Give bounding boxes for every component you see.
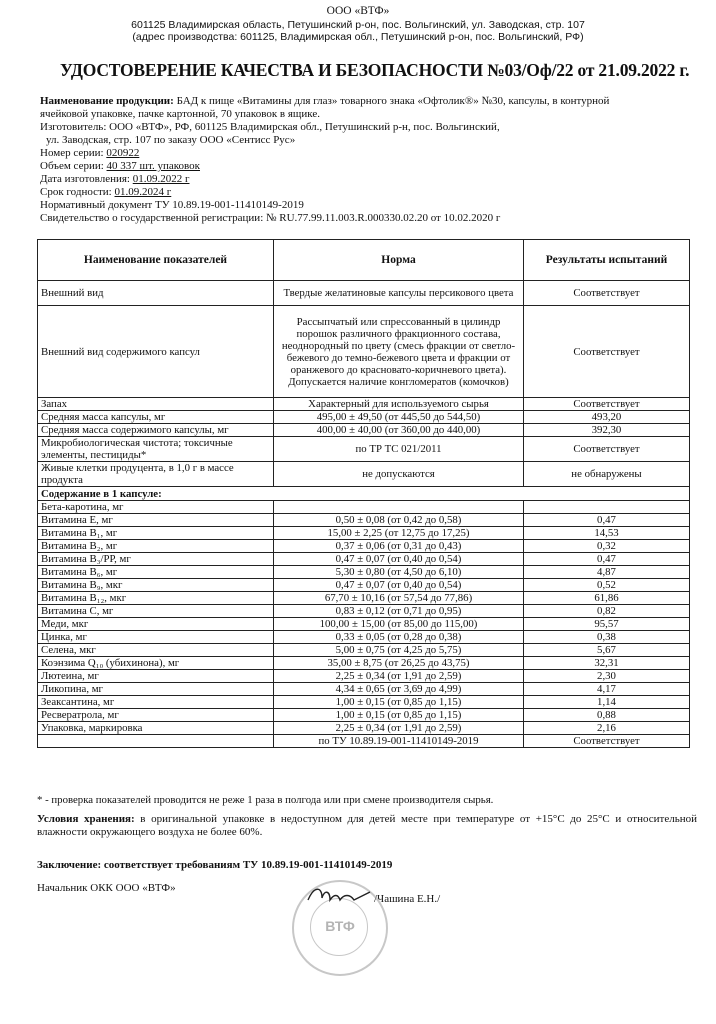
- row-result: 4,87: [524, 566, 690, 579]
- series-number: 020922: [106, 147, 140, 159]
- table-row: [38, 306, 690, 398]
- row-name: Витамина Е, мг: [38, 514, 274, 527]
- row-norm: 100,00 ± 15,00 (от 85,00 до 115,00): [274, 618, 524, 631]
- manufacturer-address: ул. Заводская, стр. 107 по заказу ООО «Сентисс Рус»: [46, 134, 296, 146]
- manufacturer: Изготовитель: ООО «ВТФ», РФ, 601125 Владимирская обл., Петушинский р-н, пос. Вольгинский,: [40, 121, 500, 133]
- row-name: Зеаксантина, мг: [38, 696, 274, 709]
- table-row: [38, 631, 690, 644]
- row-result: 5,67: [524, 644, 690, 657]
- row-norm: 0,33 ± 0,05 (от 0,28 до 0,38): [274, 631, 524, 644]
- row-norm: 15,00 ± 2,25 (от 12,75 до 17,25): [274, 527, 524, 540]
- product-label: Наименование продукции:: [40, 95, 174, 107]
- row-name: Ресвератрола, мг: [38, 709, 274, 722]
- doc-header: [0, 5, 716, 43]
- row-result: 392,30: [524, 424, 690, 437]
- signer-title: Начальник ОКК ООО «ВТФ»: [37, 882, 176, 894]
- row-name: Ликопина, мг: [38, 683, 274, 696]
- product-meta: [40, 95, 700, 225]
- series-label: Номер серии:: [40, 147, 107, 159]
- row-norm: 5,00 ± 0,75 (от 4,25 до 5,75): [274, 644, 524, 657]
- row-norm: 5,30 ± 0,80 (от 4,50 до 6,10): [274, 566, 524, 579]
- table-row: [38, 553, 690, 566]
- row-name: Меди, мкг: [38, 618, 274, 631]
- row-norm: 2,25 ± 0,34 (от 1,91 до 2,59): [274, 670, 524, 683]
- table-row: [38, 540, 690, 553]
- row-result: 1,14: [524, 696, 690, 709]
- footnote: * - проверка показателей проводится не реже 1 раза в полгода или при смене производителя сырья.: [37, 794, 494, 806]
- table-row: [38, 398, 690, 411]
- row-name: Витамина В₆, мг: [38, 566, 274, 579]
- row-result: 0,52: [524, 579, 690, 592]
- row-norm: не допускаются: [274, 462, 524, 487]
- normative-document: Нормативный документ ТУ 10.89.19-001-11410149-2019: [40, 199, 304, 211]
- row-name: Бета-каротина, мг: [38, 501, 274, 514]
- row-result: 14,53: [524, 527, 690, 540]
- row-norm: 0,83 ± 0,12 (от 0,71 до 0,95): [274, 605, 524, 618]
- row-name: Витамина В₁, мг: [38, 527, 274, 540]
- volume-label: Объем серии:: [40, 160, 107, 172]
- series-volume: 40 337 шт. упаковок: [106, 160, 200, 172]
- row-norm: 0,37 ± 0,06 (от 0,31 до 0,43): [274, 540, 524, 553]
- table-row: [38, 592, 690, 605]
- table-row: [38, 501, 690, 514]
- row-result: 95,57: [524, 618, 690, 631]
- company-address: 601125 Владимирская область, Петушинский р-он, пос. Вольгинский, ул. Заводская, стр. 107: [131, 19, 585, 31]
- quality-table: [37, 239, 690, 748]
- table-row: [38, 411, 690, 424]
- row-name: Витамина С, мг: [38, 605, 274, 618]
- row-name: Средняя масса капсулы, мг: [38, 411, 274, 424]
- row-norm: Характерный для используемого сырья: [274, 398, 524, 411]
- row-result: 2,30: [524, 670, 690, 683]
- row-name: Витамина В₉, мкг: [38, 579, 274, 592]
- row-norm: 0,47 ± 0,07 (от 0,40 до 0,54): [274, 553, 524, 566]
- row-result: 4,17: [524, 683, 690, 696]
- row-norm: Твердые желатиновые капсулы персикового цвета: [274, 281, 524, 306]
- row-norm: 1,00 ± 0,15 (от 0,85 до 1,15): [274, 709, 524, 722]
- row-norm: 0,50 ± 0,08 (от 0,42 до 0,58): [274, 514, 524, 527]
- row-norm: Рассыпчатый или спрессованный в цилиндр порошок различного фракционного состава, неоднородный по цвету (смесь фракции от светло-бежевого до темно-бежевого цвета и фракции от оранжевого до красновато-коричневого цвета). Допускается наличие конгломератов (комочков): [274, 306, 524, 398]
- row-norm: 4,34 ± 0,65 (от 3,69 до 4,99): [274, 683, 524, 696]
- row-norm: 1,00 ± 0,15 (от 0,85 до 1,15): [274, 696, 524, 709]
- table-row: [38, 527, 690, 540]
- row-result: 0,88: [524, 709, 690, 722]
- table-row: [38, 605, 690, 618]
- table-row: [38, 618, 690, 631]
- expiry-label: Срок годности:: [40, 186, 115, 198]
- table-row: [38, 722, 690, 735]
- row-name: Микробиологическая чистота; токсичные элементы, пестициды*: [38, 437, 274, 462]
- table-row: [38, 683, 690, 696]
- made-label: Дата изготовления:: [40, 173, 133, 185]
- product-packaging: ячейковой упаковке, пачке картонной, 70 упаковок в ящике.: [40, 108, 320, 120]
- table-row: [38, 696, 690, 709]
- row-name: Средняя масса содержимого капсулы, мг: [38, 424, 274, 437]
- signature: [300, 880, 390, 910]
- conclusion: Заключение: соответствует требованиям ТУ 10.89.19-001-11410149-2019: [37, 859, 393, 871]
- row-result: 2,16: [524, 722, 690, 735]
- row-norm: 400,00 ± 40,00 (от 360,00 до 440,00): [274, 424, 524, 437]
- row-name: Цинка, мг: [38, 631, 274, 644]
- company-name: ООО «ВТФ»: [326, 5, 390, 17]
- section-title: Содержание в 1 капсуле:: [38, 487, 690, 501]
- storage-label: Условия хранения:: [37, 813, 135, 825]
- table-row: [38, 644, 690, 657]
- row-result: 32,31: [524, 657, 690, 670]
- table-row: [38, 709, 690, 722]
- row-norm: по ТР ТС 021/2011: [274, 437, 524, 462]
- registration-certificate: Свидетельство о государственной регистрации: № RU.77.99.11.003.R.000330.02.20 от 10.02.2020 г: [40, 212, 501, 224]
- row-norm: 0,47 ± 0,07 (от 0,40 до 0,54): [274, 579, 524, 592]
- page-title: УДОСТОВЕРЕНИЕ КАЧЕСТВА И БЕЗОПАСНОСТИ №03/Оф/22 от 21.09.2022 г.: [60, 60, 690, 80]
- table-row: [38, 670, 690, 683]
- row-name-empty: [38, 735, 274, 748]
- col-header-result: Результаты испытаний: [524, 240, 690, 281]
- manufacture-date: 01.09.2022 г: [132, 173, 190, 185]
- expiry-date: 01.09.2024 г: [114, 186, 172, 198]
- row-result: 0,82: [524, 605, 690, 618]
- row-result: 0,47: [524, 553, 690, 566]
- row-norm: 67,70 ± 10,16 (от 57,54 до 77,86): [274, 592, 524, 605]
- col-header-norm: Норма: [274, 240, 524, 281]
- row-result: 493,20: [524, 411, 690, 424]
- table-row: [38, 437, 690, 462]
- production-address: (адрес производства: 601125, Владимирская обл., Петушинский р-он, пос. Вольгинский, РФ): [132, 31, 584, 43]
- row-result: Соответствует: [524, 306, 690, 398]
- row-name: Витамина В₂, мг: [38, 540, 274, 553]
- row-result: [524, 501, 690, 514]
- table-row: [38, 735, 690, 748]
- table-row: [38, 579, 690, 592]
- table-row: [38, 514, 690, 527]
- row-result: 61,86: [524, 592, 690, 605]
- row-result: Соответствует: [524, 437, 690, 462]
- row-norm: 35,00 ± 8,75 (от 26,25 до 43,75): [274, 657, 524, 670]
- signer-name: /Чашина Е.Н./: [374, 893, 441, 905]
- table-row: [38, 657, 690, 670]
- table-row: [38, 566, 690, 579]
- row-result: Соответствует: [524, 281, 690, 306]
- row-norm: 2,25 ± 0,34 (от 1,91 до 2,59): [274, 722, 524, 735]
- stamp-text: ВТФ: [325, 918, 355, 934]
- section-row: [38, 487, 690, 501]
- row-name: Лютеина, мг: [38, 670, 274, 683]
- row-name: Живые клетки продуцента, в 1,0 г в массе продукта: [38, 462, 274, 487]
- row-result: 0,38: [524, 631, 690, 644]
- storage-conditions: [37, 813, 697, 839]
- row-result: 0,47: [524, 514, 690, 527]
- row-name: Запах: [38, 398, 274, 411]
- row-name: Упаковка, маркировка: [38, 722, 274, 735]
- row-result: 0,32: [524, 540, 690, 553]
- table-row: [38, 424, 690, 437]
- row-name: Внешний вид: [38, 281, 274, 306]
- col-header-name: Наименование показателей: [38, 240, 274, 281]
- row-result: не обнаружены: [524, 462, 690, 487]
- row-result: Соответствует: [524, 398, 690, 411]
- row-norm: 495,00 ± 49,50 (от 445,50 до 544,50): [274, 411, 524, 424]
- row-result: Соответствует: [524, 735, 690, 748]
- table-row: [38, 462, 690, 487]
- row-name: Внешний вид содержимого капсул: [38, 306, 274, 398]
- product-name: БАД к пище «Витамины для глаз» товарного знака «Офтолик®» №30, капсулы, в контурной: [173, 95, 610, 107]
- row-name: Коэнзима Q₁₀ (убихинона), мг: [38, 657, 274, 670]
- row-norm: по ТУ 10.89.19-001-11410149-2019: [274, 735, 524, 748]
- row-name: Селена, мкг: [38, 644, 274, 657]
- storage-text: в оригинальной упаковке в недоступном для детей месте при температуре от +15°С до 25°С и относительной влажности окружающего воздуха не более 60%.: [37, 813, 697, 838]
- table-row: [38, 281, 690, 306]
- row-name: Витамина В₃/РР, мг: [38, 553, 274, 566]
- row-name: Витамина В₁₂, мкг: [38, 592, 274, 605]
- row-norm: [274, 501, 524, 514]
- table-header: [38, 240, 690, 281]
